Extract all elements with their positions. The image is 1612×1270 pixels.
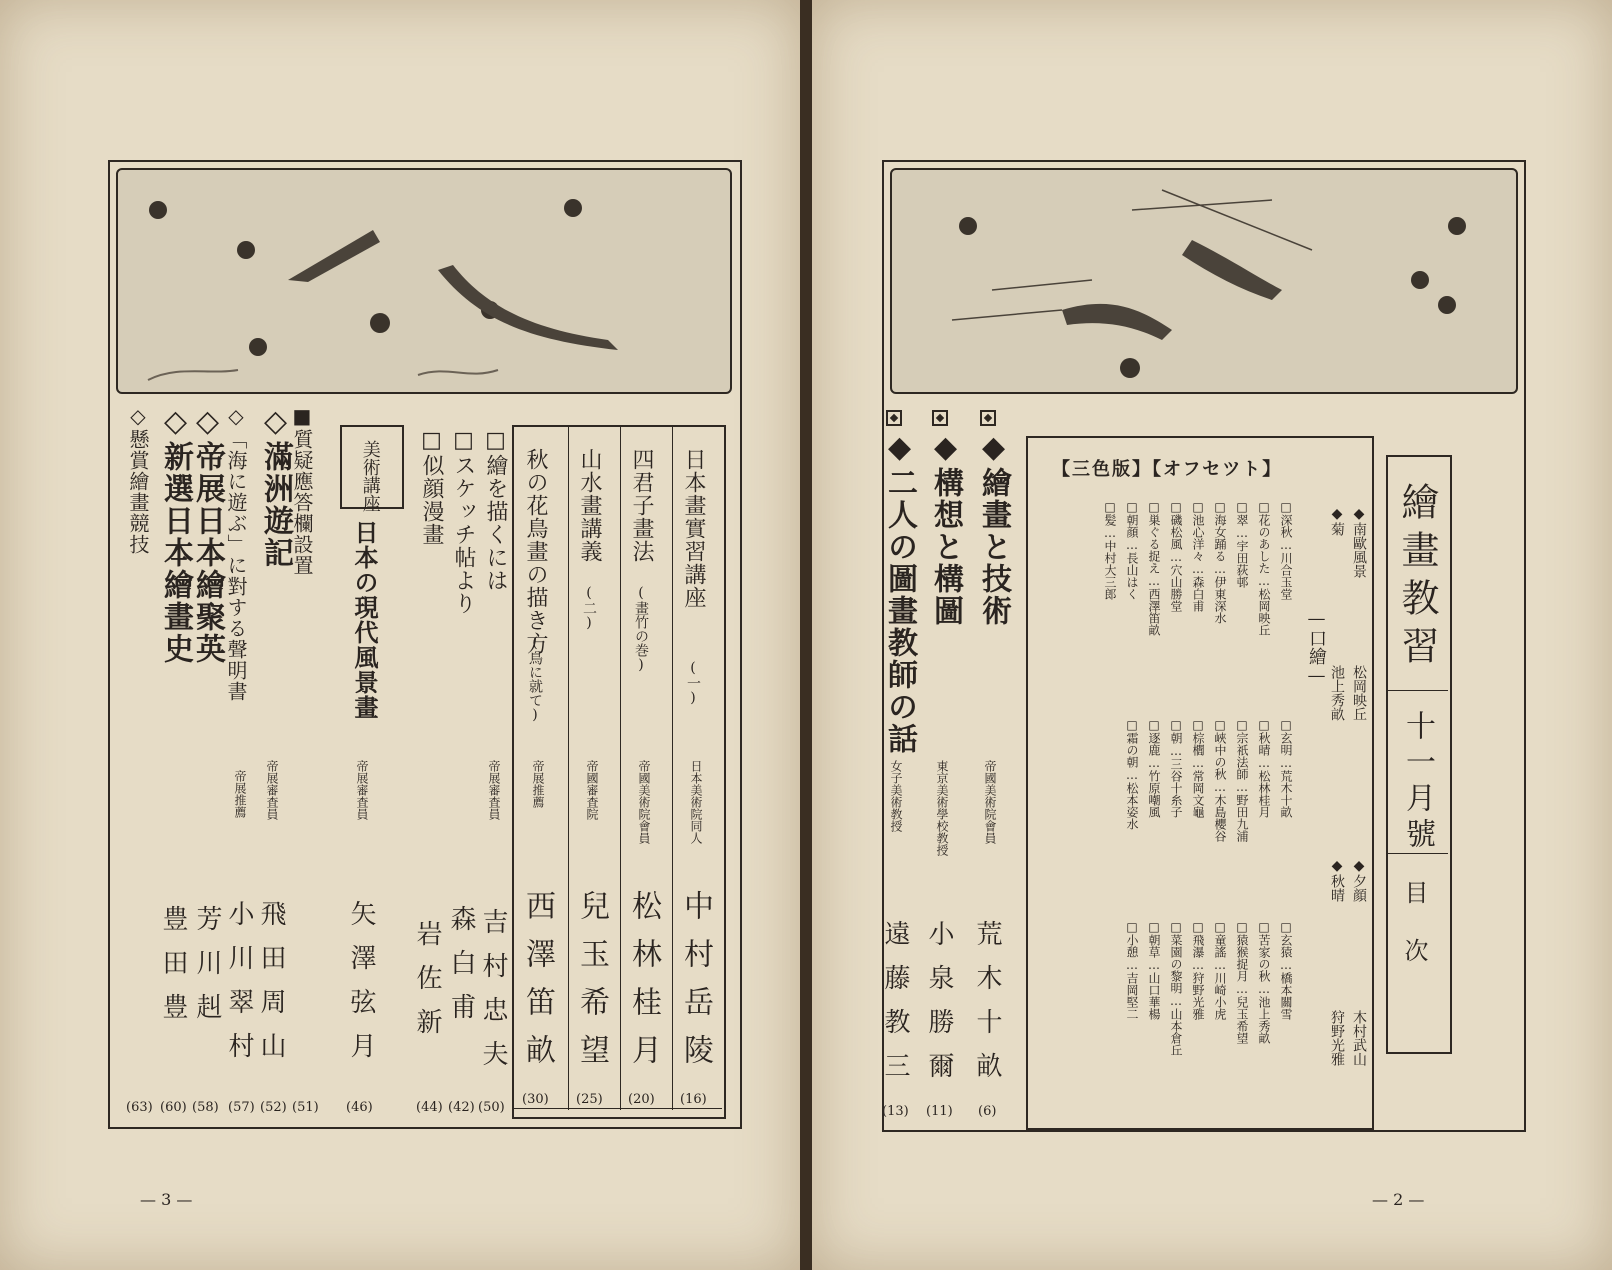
- entry-page: (57): [228, 1100, 255, 1115]
- entry-title[interactable]: 日本畫實習講座: [681, 448, 706, 609]
- offset-item[interactable]: □逐鹿…竹原嘲風: [1147, 718, 1161, 818]
- entry-author: 芳川赳: [192, 905, 222, 1037]
- article-role: 女子美術教授: [889, 760, 903, 832]
- right-page: [812, 0, 1612, 1270]
- offset-item[interactable]: □髪…中村大三郎: [1103, 500, 1117, 600]
- toc-label: 目次: [1400, 880, 1428, 996]
- article-title[interactable]: ◆構想と構圖: [928, 430, 963, 627]
- entry-author: 西澤笛畝: [520, 890, 555, 1082]
- article-title[interactable]: ◆二人の圖畫教師の話: [882, 430, 917, 755]
- offset-item[interactable]: □棕櫚…常岡文龜: [1191, 718, 1205, 818]
- entry-author: 矢澤弦月: [346, 900, 376, 1076]
- entry-author: 森白甫: [446, 905, 476, 1037]
- issue-label: 十一月號: [1400, 710, 1435, 854]
- kuchie-label: —口繪—: [1306, 608, 1327, 686]
- entry-author: 豊田豊: [158, 905, 188, 1037]
- offset-item[interactable]: □朝…三谷十糸子: [1169, 718, 1183, 818]
- offset-label: 【三色版】【オフセツト】: [1052, 459, 1283, 480]
- offset-item[interactable]: □飛瀑…狩野光雅: [1191, 920, 1205, 1020]
- entry-title[interactable]: ◇帝展日本繪聚英: [190, 404, 225, 665]
- entry-author: 吉村忠夫: [478, 908, 508, 1084]
- article-author: 荒木十畝: [972, 920, 1002, 1096]
- entry-role: 帝展審査員: [265, 760, 279, 820]
- entry-page: (51): [292, 1100, 319, 1115]
- offset-item[interactable]: □巣ぐる捉え…西澤笛畝: [1147, 500, 1161, 636]
- kuchie-author: 池上秀畝: [1329, 665, 1345, 721]
- entry-page: (58): [192, 1100, 219, 1115]
- col-divider-1: [672, 425, 673, 1110]
- entry-page: (60): [160, 1100, 187, 1115]
- kuchie-author: 木村武山: [1351, 1010, 1367, 1066]
- offset-item[interactable]: □峽中の秋…木島櫻谷: [1213, 718, 1227, 842]
- left-folio: — 3 —: [140, 1190, 193, 1209]
- entry-sub: (一): [685, 660, 701, 706]
- entry-role: 日本美術院同人: [689, 760, 703, 844]
- offset-item[interactable]: □深秋…川合玉堂: [1279, 500, 1293, 600]
- col-divider-2: [620, 425, 621, 1110]
- entry-title[interactable]: 秋の花鳥畫の描き方: [523, 448, 548, 655]
- entry-page: (50): [478, 1100, 505, 1115]
- article-page: (13): [882, 1104, 909, 1119]
- entry-role: 帝展審査員: [355, 760, 369, 820]
- offset-item[interactable]: □朝草…山口華楊: [1147, 920, 1161, 1020]
- article-author: 小泉勝爾: [924, 920, 954, 1096]
- entry-page: (25): [576, 1092, 603, 1107]
- entry-title[interactable]: □似顔漫畫: [419, 428, 444, 546]
- offset-item[interactable]: □池心洋々…森白甫: [1191, 500, 1205, 612]
- article-page: (11): [926, 1104, 953, 1119]
- kuchie-item[interactable]: ◆秋晴: [1329, 858, 1345, 902]
- entry-role: 帝國審査院: [585, 760, 599, 820]
- entry-author: 兒玉希望: [574, 890, 609, 1082]
- offset-item[interactable]: □海女踊る…伊東深水: [1213, 500, 1227, 624]
- article-marker-icon: [980, 410, 996, 426]
- fish-illustration-svg: [118, 170, 730, 392]
- entry-title[interactable]: 山水畫講義: [577, 448, 602, 563]
- left-page: [0, 0, 800, 1270]
- entry-page: (63): [126, 1100, 153, 1115]
- offset-item[interactable]: □秋晴…松林桂月: [1257, 718, 1271, 818]
- offset-item[interactable]: □猿猴捉月…兒玉希望: [1235, 920, 1249, 1044]
- offset-item[interactable]: □朝顔…長山はく: [1125, 500, 1139, 600]
- entry-role: 帝國美術院會員: [637, 760, 651, 844]
- entry-sub: (二): [581, 585, 597, 631]
- entry-author: 松林桂月: [626, 890, 661, 1082]
- offset-item[interactable]: □宗祇法師…野田九浦: [1235, 718, 1249, 842]
- col-divider-3: [568, 425, 569, 1110]
- entry-page: (52): [260, 1100, 287, 1115]
- entry-page: (46): [346, 1100, 373, 1115]
- entry-page: (44): [416, 1100, 443, 1115]
- series-label: 美術講座: [359, 440, 381, 512]
- entry-page: (20): [628, 1092, 655, 1107]
- right-folio: — 2 —: [1372, 1190, 1425, 1209]
- entry-page: (16): [680, 1092, 707, 1107]
- entry-author: 中村岳陵: [678, 890, 713, 1082]
- offset-item[interactable]: □霜の朝…松本姿水: [1125, 718, 1139, 830]
- shrimp-illustration-svg: [892, 170, 1516, 392]
- entry-page: (30): [522, 1092, 549, 1107]
- offset-item[interactable]: □童謠…川崎小虎: [1213, 920, 1227, 1020]
- kuchie-author: 狩野光雅: [1329, 1010, 1345, 1066]
- kuchie-item[interactable]: ◆菊: [1329, 506, 1345, 536]
- article-title[interactable]: ◆繪畫と技術: [976, 430, 1011, 627]
- magazine-title: 繪畫教習: [1395, 482, 1439, 674]
- title-divider: [1386, 690, 1448, 691]
- entry-title[interactable]: □スケッチ帖より: [451, 428, 476, 615]
- article-role: 帝國美術院會員: [983, 760, 997, 844]
- article-role: 東京美術學校教授: [935, 760, 949, 856]
- entry-role: 帝展推薦: [531, 760, 545, 808]
- entry-title[interactable]: ◇滿洲遊記: [258, 404, 293, 569]
- kuchie-author: 松岡映丘: [1351, 665, 1367, 721]
- entry-title[interactable]: ◇新選日本繪畫史: [158, 404, 193, 665]
- offset-item[interactable]: □小憩…吉岡堅二: [1125, 920, 1139, 1020]
- kuchie-item[interactable]: ◆南歐風景: [1351, 506, 1367, 578]
- article-marker-icon: [886, 410, 902, 426]
- offset-item[interactable]: □苦家の秋…池上秀畝: [1257, 920, 1271, 1044]
- offset-item[interactable]: □菜園の黎明…山本倉丘: [1169, 920, 1183, 1056]
- series-box-divider: [512, 1108, 722, 1109]
- entry-title[interactable]: 四君子畫法: [629, 448, 654, 563]
- offset-item[interactable]: □翠…宇田荻邨: [1235, 500, 1249, 588]
- kuchie-item[interactable]: ◆夕顔: [1351, 858, 1367, 902]
- offset-item[interactable]: □磯松風…穴山勝堂: [1169, 500, 1183, 612]
- offset-item[interactable]: □花のあした…松岡映丘: [1257, 500, 1271, 636]
- entry-title[interactable]: ◇「海に遊ぶ」に對する聲明書: [224, 404, 248, 702]
- entry-title[interactable]: ◇懸賞繪畫競技: [126, 404, 150, 555]
- fish-illustration: [116, 168, 732, 394]
- entry-sub: (鳥に就て): [527, 635, 543, 723]
- entry-title[interactable]: □繪を描くには: [483, 428, 508, 592]
- offset-item[interactable]: □玄明…荒木十畝: [1279, 718, 1293, 818]
- entry-title[interactable]: ■質疑應答欄設置: [290, 404, 314, 576]
- entry-sub: (畫竹の巻): [633, 585, 649, 673]
- entry-role: 帝展審査員: [487, 760, 501, 820]
- article-author: 遠藤教三: [880, 920, 910, 1096]
- entry-page: (42): [448, 1100, 475, 1115]
- issue-divider: [1386, 853, 1448, 854]
- entry-author: 小川翠村: [224, 900, 254, 1076]
- article-page: (6): [978, 1104, 997, 1119]
- entry-role: 帝展推薦: [233, 770, 247, 818]
- shrimp-illustration: [890, 168, 1518, 394]
- binding-gutter: [800, 0, 812, 1270]
- entry-title[interactable]: 日本の現代風景畫: [350, 520, 379, 720]
- offset-item[interactable]: □玄猿…橋本關雪: [1279, 920, 1293, 1020]
- article-marker-icon: [932, 410, 948, 426]
- entry-author: 飛田周山: [256, 900, 286, 1076]
- entry-author: 岩佐新: [412, 920, 442, 1052]
